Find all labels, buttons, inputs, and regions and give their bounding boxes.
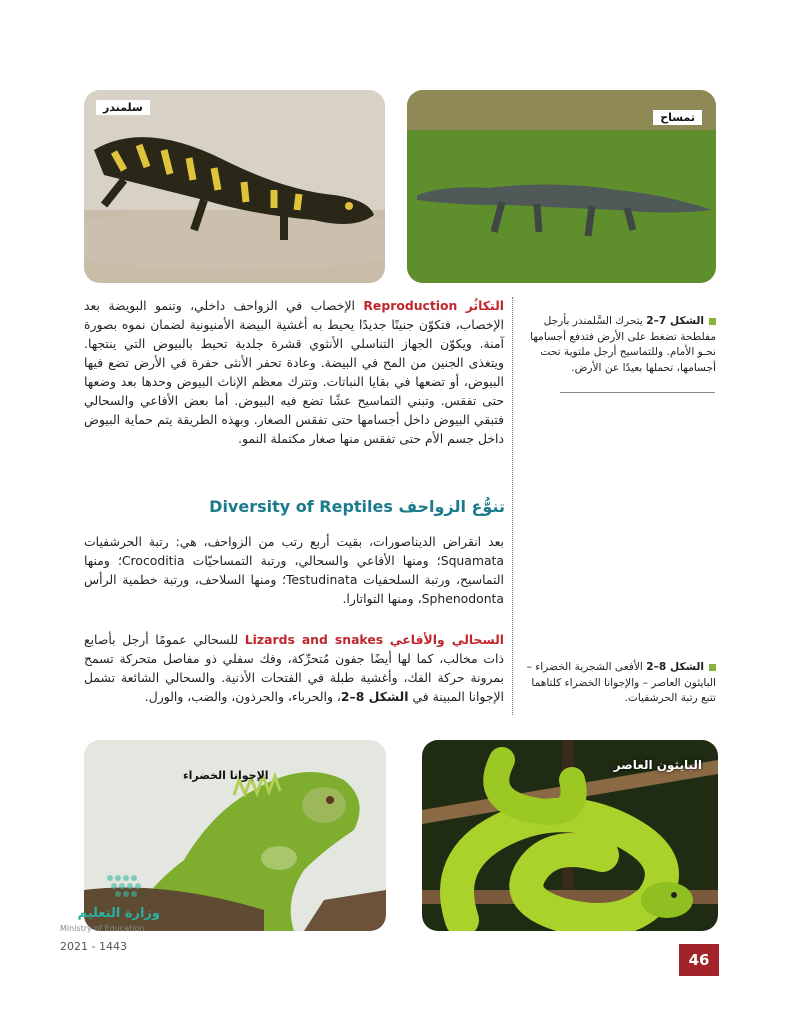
crocodile-tag: تمساح	[653, 110, 702, 125]
figure-8-number: الشكل 8–2	[646, 661, 704, 673]
diversity-heading-en: Diversity of Reptiles	[209, 497, 393, 516]
figure-7-caption	[522, 314, 716, 376]
salamander-tag: سلمندر	[96, 100, 150, 115]
crocodile-photo	[407, 90, 716, 283]
python-tag: البايثون العاصر	[613, 758, 702, 772]
python-photo	[422, 740, 718, 931]
lizards-paragraph	[84, 630, 504, 706]
ministry-name-en: Ministry of Education	[60, 924, 145, 933]
diversity-heading	[209, 497, 505, 516]
iguana-tag: الإجوانا الخضراء	[183, 769, 269, 782]
lizards-term-ar: السحالي والأفاعي	[389, 632, 504, 647]
reproduction-paragraph	[84, 296, 504, 448]
lizards-body-2: ، والحرباء، والحرذون، والضب، والورل.	[144, 689, 341, 704]
page-number-badge: 46	[679, 944, 719, 976]
figure-8-reference: الشكل 8–2	[340, 689, 409, 704]
caption-bullet	[709, 318, 716, 325]
reproduction-term-ar: التكاثُر	[465, 298, 504, 313]
reproduction-body: الإخصاب في الزواحف داخلي، وتنمو البويضة بعد الإخصاب، فتكوّن جنينًا جديدًا يحيط به أغشية البيضة الأمنيونية لضمان نموه بصورة آمنة. ويكوّن الجهاز التناسلي الأنثوي قشرة جلدية تحيط بالبيوض التي ينتجها. ويتغذى الجنين من المح في البيضة. وعادة تحفر الأنثى حفرة في الأرض تضع فيها البيوض، أو تضعها في بقايا النباتات. وتترك معظم الإناث البيوض وحدها بعد وضعها حتى تفقس. وتبني التماسيح عشًا تضع فيه البيوض. أما بعض الأفاعي والسحالي فتبقي البيوض داخل أجسامها حتى تفقس الصغار. وبهذه الطريقة يتم حماية البيوض داخل جسم الأم حتى تفقس منها صغار مكتملة النمو.	[84, 298, 504, 446]
edition-year: 2021 - 1443	[60, 940, 127, 953]
figure-7-number: الشكل 7–2	[646, 315, 704, 327]
column-separator	[512, 297, 513, 715]
lizards-body-1: للسحالي عمومًا أرجل بأصابع ذات مخالب، كما لها أيضًا جفون مُتحرِّكة، وفك سفلي ذو مفاصل متحركة تسمح بمرونة حركة الفك، وأغشية طبلة في الفتحات الأذنية. والسحالي الشائعة تشمل الإجوانا المبينة في	[84, 632, 504, 704]
figure-8-caption	[522, 660, 716, 707]
diversity-body: بعد انقراض الديناصورات، بقيت أربع رتب من الزواحف، هي: رتبة الحرشفيات Squamata؛ ومنها الأفاعي والسحالي، ورتبة التمساحيّات Crocoditia؛ ومنها التماسيح، ورتبة السلحفيات Testudinata؛ ومنها السلاحف، ورتبة خطمية الرأس Sphenodonta، ومنها التواتارا.	[84, 534, 504, 606]
figure-7-text: يتحرك السَّلمندر بأرجل مفلطحة تضغط على الأرض فتدفع أجسامها نحـو الأمام. وللتماسيح أرجل ملتوية تحت أجسامها، تحملها بعيدًا عن الأرض.	[530, 315, 716, 374]
caption-bullet	[709, 664, 716, 671]
lizards-term-en: Lizards and snakes	[244, 632, 384, 647]
ministry-name-ar: وزارة التعليم	[77, 906, 160, 921]
reproduction-term-en: Reproduction	[363, 298, 458, 313]
diversity-heading-ar: تنوُّع الزواحف	[398, 497, 505, 516]
diversity-paragraph	[84, 532, 504, 608]
salamander-photo	[84, 90, 385, 283]
caption-underline	[560, 392, 715, 393]
figure-8-text: الأفعى الشجرية الخضراء –البايثون العاصر – والإجوانا الخضراء كلتاهما تتبع رتبة الحرشفيات.	[526, 661, 716, 704]
